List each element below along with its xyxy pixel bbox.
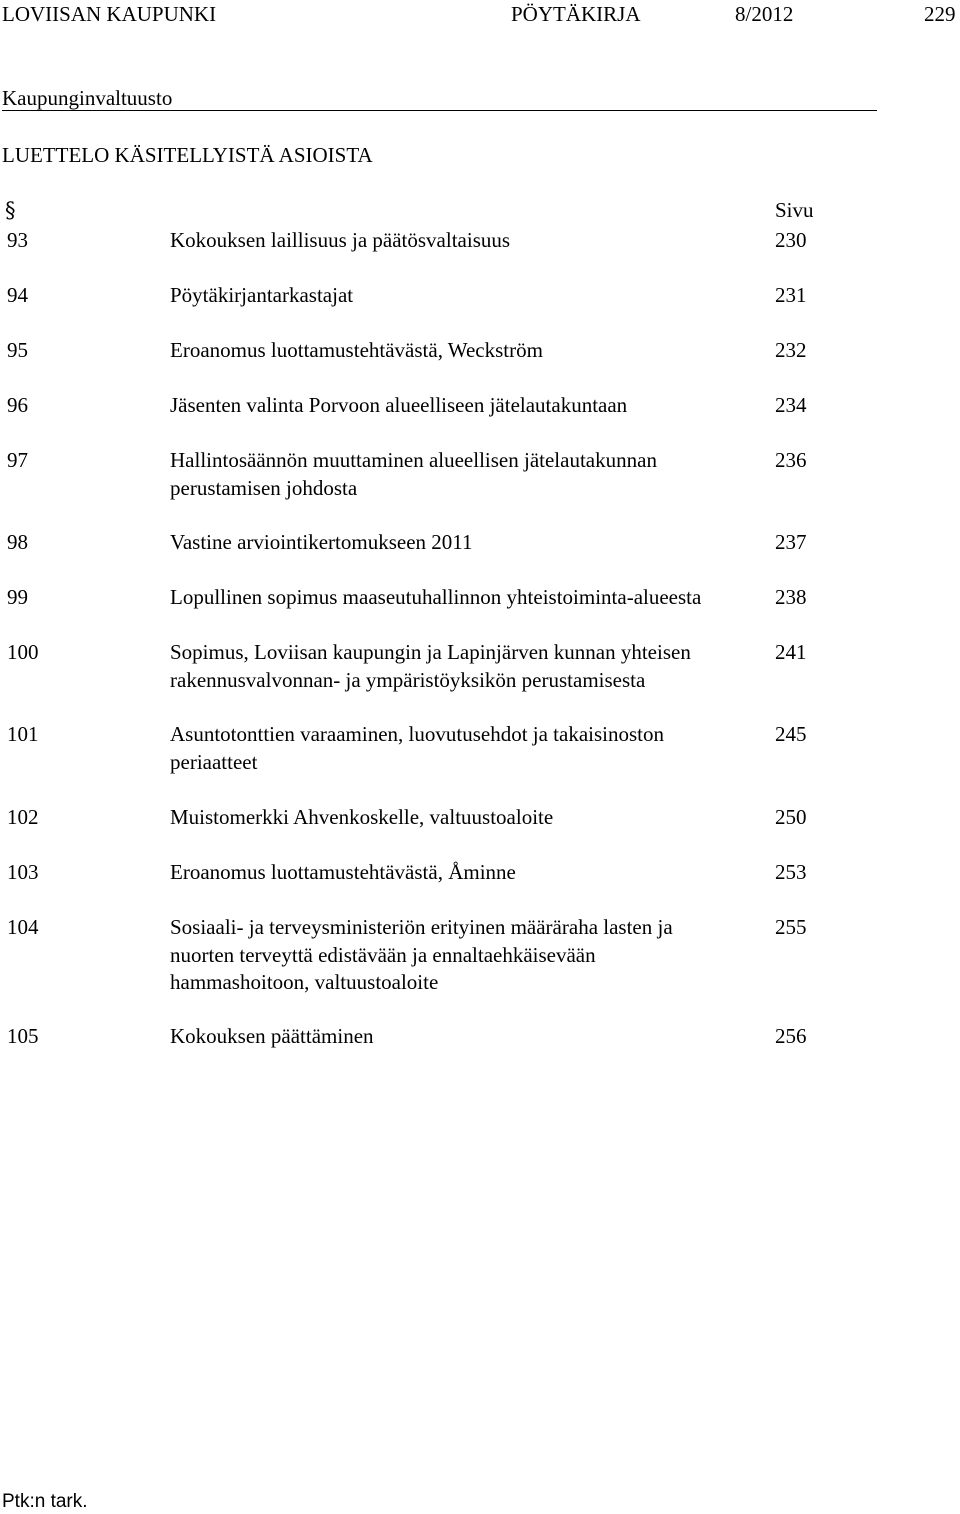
agenda-item-title xyxy=(170,859,516,887)
agenda-item-number: 99 xyxy=(7,585,28,609)
agenda-item-page: 241 xyxy=(775,640,807,664)
minutes-issue-number: 8/2012 xyxy=(735,2,794,26)
agenda-item-number: 96 xyxy=(7,393,28,417)
municipality-name: LOVIISAN KAUPUNKI xyxy=(2,2,217,26)
agenda-item-page: 238 xyxy=(775,585,807,609)
agenda-item-title xyxy=(170,392,627,420)
council-name: Kaupunginvaltuusto xyxy=(2,86,173,110)
agenda-item-title xyxy=(170,337,543,365)
list-title: LUETTELO KÄSITELLYISTÄ ASIOISTA xyxy=(2,143,373,167)
agenda-item-title xyxy=(170,282,353,310)
section-sign-column-header: § xyxy=(5,198,16,222)
agenda-item-title-line: Pöytäkirjantarkastajat xyxy=(170,283,354,307)
agenda-item-page: 230 xyxy=(775,228,807,252)
agenda-item-page: 237 xyxy=(775,530,807,554)
agenda-item-number: 101 xyxy=(7,722,39,746)
agenda-item-page: 245 xyxy=(775,722,807,746)
agenda-item-title-line: Kokouksen laillisuus ja päätösvaltaisuus xyxy=(170,228,511,252)
initials-note: Ptk:n tark. xyxy=(2,1491,88,1512)
agenda-item-title-line: perustamisen johdosta xyxy=(170,475,358,500)
agenda-item-title-line: periaatteet xyxy=(170,749,258,774)
agenda-item-title-line: Sopimus, Loviisan kaupungin ja Lapinjärven kunnan yhteisen xyxy=(170,640,691,664)
agenda-item-number: 94 xyxy=(7,283,28,307)
agenda-item-title xyxy=(170,914,673,997)
agenda-item-title-line: Vastine arviointikertomukseen 2011 xyxy=(170,530,473,554)
agenda-item-title-line: rakennusvalvonnan- ja ympäristöyksikön perustamisesta xyxy=(170,667,646,692)
agenda-item-number: 100 xyxy=(7,640,39,664)
agenda-item-number: 98 xyxy=(7,530,28,554)
agenda-item-number: 104 xyxy=(7,915,39,939)
agenda-item-number: 103 xyxy=(7,860,39,884)
agenda-item-page: 236 xyxy=(775,448,807,472)
page-column-header: Sivu xyxy=(775,198,814,222)
agenda-item-page: 232 xyxy=(775,338,807,362)
agenda-item-number: 93 xyxy=(7,228,28,252)
agenda-item-page: 255 xyxy=(775,915,807,939)
agenda-item-page: 231 xyxy=(775,283,807,307)
document-type: PÖYTÄKIRJA xyxy=(511,2,641,26)
agenda-item-title-line: Eroanomus luottamustehtävästä, Weckström xyxy=(170,338,543,362)
agenda-item-title xyxy=(170,584,701,612)
page-number: 229 xyxy=(924,2,956,26)
agenda-item-number: 95 xyxy=(7,338,28,362)
agenda-item-page: 256 xyxy=(775,1024,807,1048)
agenda-item-title xyxy=(170,639,691,694)
agenda-item-title-line: Sosiaali- ja terveysministeriön erityinen määräraha lasten ja xyxy=(170,915,673,939)
agenda-item-number: 97 xyxy=(7,448,28,472)
agenda-item-title-line: Muistomerkki Ahvenkoskelle, valtuustoaloite xyxy=(170,805,554,829)
agenda-item-number: 105 xyxy=(7,1024,39,1048)
agenda-item-page: 253 xyxy=(775,860,807,884)
agenda-item-title-line: nuorten terveyttä edistävään ja ennaltaehkäisevään xyxy=(170,942,596,967)
agenda-item-title-line: Hallintosäännön muuttaminen alueellisen jätelautakunnan xyxy=(170,448,657,472)
agenda-item-title xyxy=(170,529,473,557)
agenda-item-title-line: Lopullinen sopimus maaseutuhallinnon yhteistoiminta-alueesta xyxy=(170,585,702,609)
agenda-item-number: 102 xyxy=(7,805,39,829)
agenda-item-title-line: Kokouksen päättäminen xyxy=(170,1024,374,1048)
agenda-item-title-line: Jäsenten valinta Porvoon alueelliseen jätelautakuntaan xyxy=(170,393,628,417)
agenda-item-title-line: Asuntotonttien varaaminen, luovutusehdot ja takaisinoston xyxy=(170,722,665,746)
agenda-item-title-line: Eroanomus luottamustehtävästä, Åminne xyxy=(170,860,516,884)
agenda-item-title xyxy=(170,227,510,255)
agenda-item-title xyxy=(170,447,657,502)
agenda-item-page: 250 xyxy=(775,805,807,829)
agenda-item-title xyxy=(170,804,553,832)
agenda-item-page: 234 xyxy=(775,393,807,417)
header-divider xyxy=(2,110,877,111)
agenda-item-title-line: hammashoitoon, valtuustoaloite xyxy=(170,970,439,994)
agenda-item-title xyxy=(170,1023,374,1051)
agenda-item-title xyxy=(170,721,664,776)
